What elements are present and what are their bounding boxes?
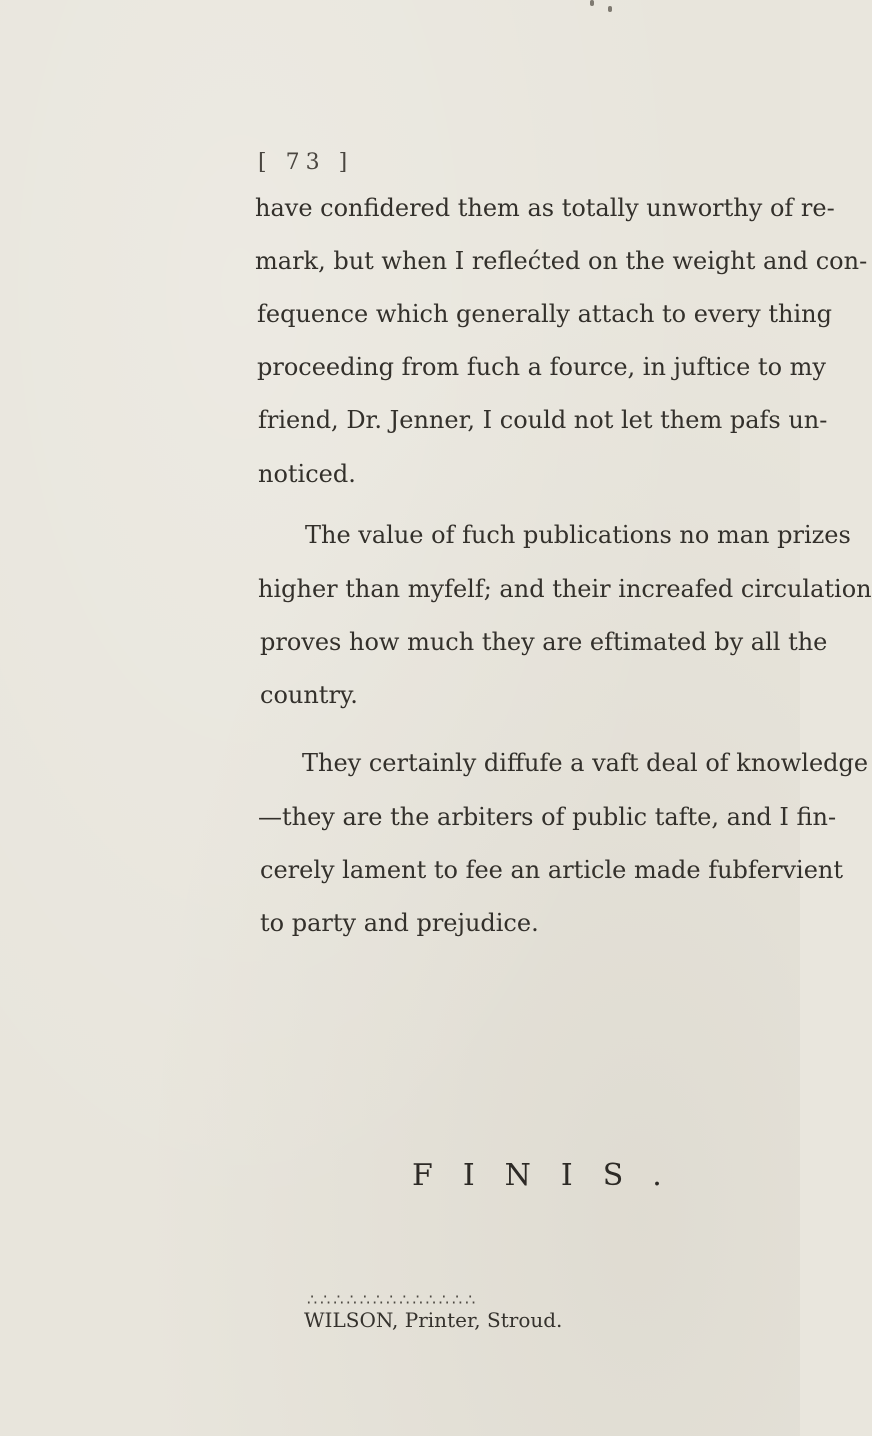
text-line: The value of fuch publications no man prizes: [305, 521, 851, 549]
finis-heading: FINIS.: [412, 1158, 692, 1193]
text-line: friend, Dr. Jenner, I could not let them pafs un-: [258, 406, 828, 434]
text-line: proceeding from fuch a fource, in juftice to my: [257, 353, 826, 381]
printer-ornament: ∴∴∴∴∴∴∴∴∴∴∴∴∴: [307, 1290, 479, 1309]
ink-speck: [608, 6, 612, 12]
text-line: fequence which generally attach to every thing: [257, 300, 832, 328]
printer-imprint: WILSON, Printer, Stroud.: [304, 1308, 563, 1332]
text-line: to party and prejudice.: [260, 909, 539, 937]
text-line: proves how much they are eftimated by all the: [260, 628, 828, 656]
ink-speck: [590, 0, 594, 6]
text-line: have confidered them as totally unworthy of re-: [255, 194, 835, 222]
text-line: noticed.: [258, 460, 356, 488]
text-line: —they are the arbiters of public tafte, and I fin-: [258, 803, 837, 831]
text-line: They certainly diffufe a vaft deal of knowledge: [302, 749, 869, 777]
text-line: cerely lament to fee an article made fubfervient: [260, 856, 844, 884]
text-line: higher than myfelf; and their increafed circulation: [258, 575, 872, 603]
text-line: mark, but when I reflećted on the weight and con-: [255, 247, 868, 275]
page-number: [ 73 ]: [258, 150, 354, 175]
text-line: country.: [260, 681, 358, 709]
